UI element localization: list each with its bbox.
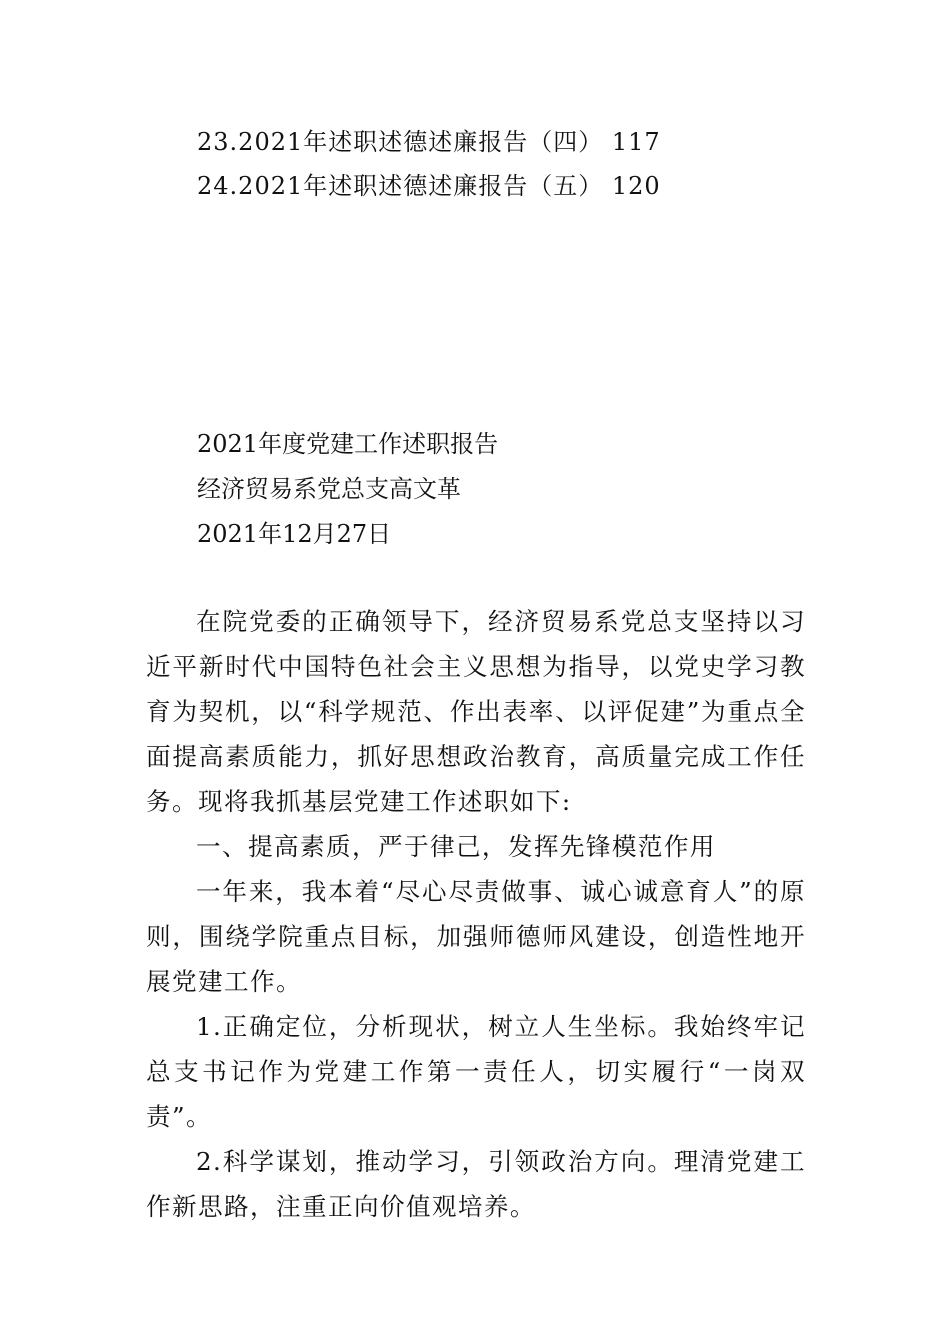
paragraph: 1.正确定位，分析现状，树立人生坐标。我始终牢记总支书记作为党建工作第一责任人，切实履行“一岗双责”。 (146, 1012, 806, 1131)
paragraph: 一年来，我本着“尽心尽责做事、诚心诚意育人”的原则，围绕学院重点目标，加强师德师风建设，创造性地开展党建工作。 (146, 877, 806, 996)
report-body (146, 599, 806, 1229)
paragraph: 2.科学谋划，推动学习，引领政治方向。理清党建工作新思路，注重正向价值观培养。 (146, 1147, 806, 1221)
table-of-contents (197, 120, 817, 208)
toc-item: 23.2021年述职述德述廉报告（四） 117 (197, 128, 661, 156)
paragraph-intro: 在院党委的正确领导下，经济贸易系党总支坚持以习近平新时代中国特色社会主义思想为指导，以党史学习教育为契机，以“科学规范、作出表率、以评促建”为重点全面提高素质能力，抓好思想政治教育，高质量完成工作任务。现将我抓基层党建工作述职如下: (146, 607, 806, 816)
report-author: 经济贸易系党总支高文革 (197, 475, 461, 503)
toc-item: 24.2021年述职述德述廉报告（五） 120 (197, 172, 661, 200)
report-date: 2021年12月27日 (197, 520, 392, 548)
section-heading-1: 一、提高素质，严于律己，发挥先锋模范作用 (196, 832, 716, 861)
report-header (197, 422, 817, 557)
report-title: 2021年度党建工作述职报告 (197, 430, 499, 458)
